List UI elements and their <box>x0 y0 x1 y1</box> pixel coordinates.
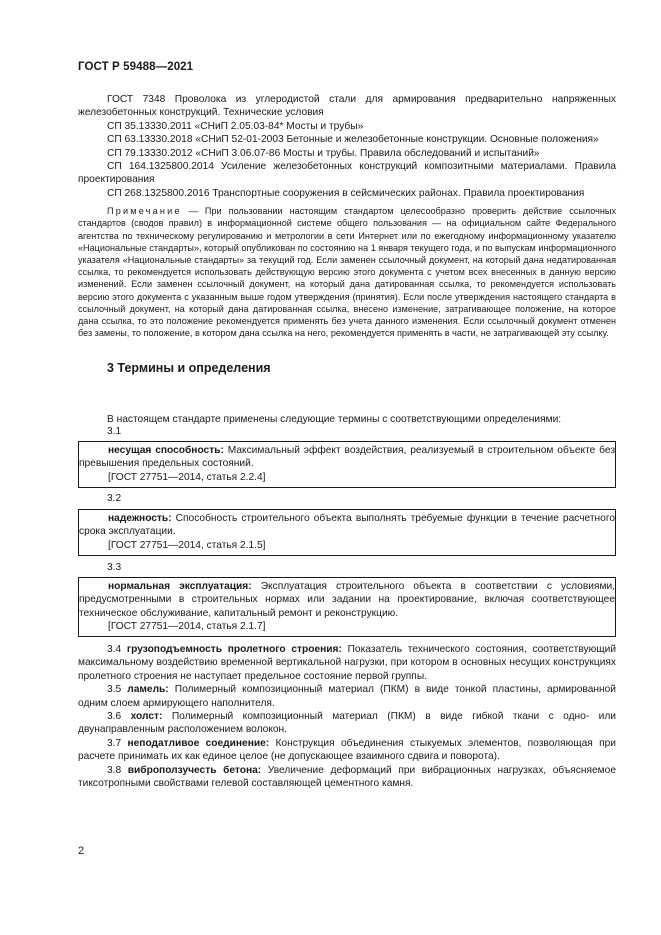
reference-item: СП 268.1325800.2016 Транспортные сооружения в сейсмических районах. Правила проектирования <box>107 187 585 199</box>
term-paragraph <box>78 764 616 791</box>
definition-text: Способность строительного объекта выполнять требуемые функции в течение расчетного срока эксплуатации. <box>79 513 615 538</box>
reference-item: ГОСТ 7348 Проволока из углеродистой стали для армирования предварительно напряженных железобетонных конструкций. Технические условия <box>78 94 616 119</box>
term-number: 3.7 <box>107 737 122 749</box>
definition-text: Конструкция объединения стыкуемых элементов, позволяющая при расчете принимать их как единое целое (не допускающее взаимного сдвига и поворота). <box>78 737 616 763</box>
term-paragraph <box>78 683 616 710</box>
term-number: 3.6 <box>107 711 122 723</box>
definition-text: Полимерный композиционный материал (ПКМ) в виде тонкой пластины, армированной одним слоем армирующего наполнителя. <box>78 684 616 709</box>
term-number: 3.5 <box>107 684 122 696</box>
document-header: ГОСТ Р 59488—2021 <box>78 61 194 73</box>
term-name: неподатливое соединение: <box>127 737 270 749</box>
definition-text: Максимальный эффект воздействия, реализуемый в строительном объекте без превышения предельных состояний. <box>79 445 615 470</box>
term-source: [ГОСТ 27751—2014, статья 2.2.4] <box>108 471 266 483</box>
note-text: — При пользовании настоящим стандартом целесообразно проверить действие ссылочных стандартов (сводов правил) в информационной системе общего пользования — на официальном сайте Федерального агентства по техническому регулированию и метрологии в сети Интернет или по ежегодному информационному указателю «Национальные стандарты», который опубликован по состоянию на 1 января текущего года, и по выпускам информационного указателя «Национальные стандарты» за текущий год. Если заменен ссылочный документ, на который дана недатированная ссылка, то рекомендуется использовать действующую версию этого документа с учетом всех внесенных в данную версию изменений. Если заменен ссылочный документ, на который дана датированная ссылка, то рекомендуется использовать версию этого документа с указанным выше годом утверждения (принятия). Если после утверждения настоящего стандарта в ссылочный документ, на который дана датированная ссылка, внесено изменение, затрагивающее положение, на которое дана ссылка, то это положение рекомендуется применять без учета данного изменения. Если ссылочный документ отменен без замены, то положение, в котором дана ссылка на него, рекомендуется применять в части, не затрагивающей эту ссылку. <box>78 206 616 339</box>
note-paragraph <box>78 205 616 339</box>
term-box <box>78 441 616 488</box>
term-definition <box>79 580 615 620</box>
term-source: [ГОСТ 27751—2014, статья 2.1.7] <box>108 621 266 633</box>
term-number: 3.1 <box>107 426 122 437</box>
term-paragraph <box>78 710 616 737</box>
section-intro <box>78 413 616 426</box>
term-number: 3.8 <box>107 764 122 776</box>
term-definition <box>79 444 615 471</box>
term-paragraph <box>78 737 616 764</box>
reference-item: СП 63.13330.2018 «СНиП 52-01-2003 Бетонные и железобетонные конструкции. Основные положения» <box>107 134 599 146</box>
note-label: Примечание <box>107 206 182 217</box>
reference-item: СП 79.13330.2012 «СНиП 3.06.07-86 Мосты и трубы. Правила обследований и испытаний» <box>107 147 540 159</box>
term-box <box>78 509 616 556</box>
term-name: виброползучесть бетона: <box>127 764 262 776</box>
term-source: [ГОСТ 27751—2014, статья 2.1.5] <box>108 539 266 551</box>
page-number: 2 <box>78 845 85 857</box>
term-name: несущая способность: <box>108 445 224 456</box>
term-paragraph <box>78 643 616 683</box>
term-name: грузоподъемность пролетного строения: <box>126 644 342 655</box>
term-name: холст: <box>130 711 163 723</box>
term-name: ламель: <box>127 684 169 696</box>
term-name: надежность: <box>108 513 172 524</box>
term-number: 3.2 <box>107 493 122 504</box>
definition-text: Эксплуатация строительного объекта в соответствии с условиями, предусмотренными в строительных нормах или задании на проектирование, включая соответствующее техническое обслуживание, капитальный ремонт и реконструкцию. <box>79 581 615 619</box>
term-number: 3.3 <box>107 562 122 573</box>
intro-text: В настоящем стандарте применены следующие термины с соответствующими определениями: <box>107 414 562 425</box>
reference-item: СП 35.13330.2011 «СНиП 2.05.03-84* Мосты и трубы» <box>107 120 364 132</box>
definition-text: Показатель технического состояния, соответствующий максимальному воздействию временной вертикальной нагрузки, при котором в основных несущих конструкциях пролетного строения не наступает предельное состояние первой группы. <box>78 644 617 682</box>
term-number: 3.4 <box>107 644 122 655</box>
term-box <box>78 577 616 637</box>
reference-item: СП 164.1325800.2014 Усиление железобетонных конструкций композитными материалами. Правила проектирования <box>78 161 616 186</box>
term-definition <box>79 512 615 539</box>
term-name: нормальная эксплуатация: <box>108 581 252 592</box>
terms-list <box>78 643 616 790</box>
definition-text: Полимерный композиционный материал (ПКМ) в виде гибкой ткани с одно- или двунаправленным расположением волокон. <box>78 711 616 736</box>
references-list <box>78 93 616 339</box>
definition-text: Увеличение деформаций при вибрационных нагрузках, объясняемое тиксотропными свойствами гелевой составляющей цементного камня. <box>78 764 616 790</box>
section-title: 3 Термины и определения <box>107 361 271 375</box>
